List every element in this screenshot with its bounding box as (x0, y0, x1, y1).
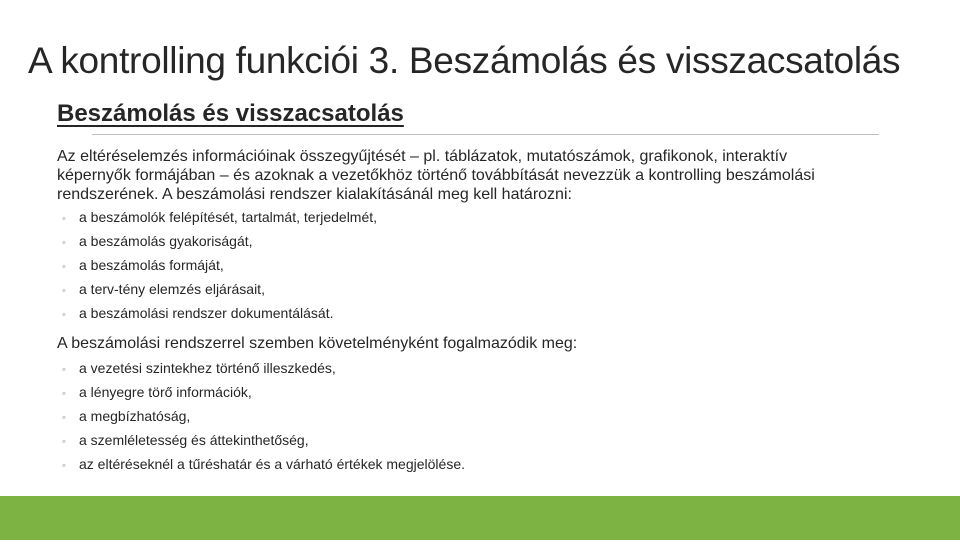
bullet-icon: ◦ (62, 460, 66, 472)
slide-title: A kontrolling funkciói 3. Beszámolás és visszacsatolás (28, 40, 901, 81)
requirements-list-2 (62, 356, 465, 476)
bullet-icon: ◦ (62, 436, 66, 448)
bullet-icon: ◦ (62, 309, 66, 321)
list-item: ◦ a beszámolók felépítését, tartalmát, terjedelmét, (62, 205, 377, 229)
list-item: ◦ a beszámolás formáját, (62, 253, 377, 277)
bullet-icon: ◦ (62, 388, 66, 400)
intro-paragraph: Az eltéréselemzés információinak összegyűjtését – pl. táblázatok, mutatószámok, grafikonok, interaktív képernyők formájában – és azoknak a vezetőkhöz történő továbbítását nevezzük a kontrolling beszámolási rendszerének. A beszámolási rendszer kialakításánál meg kell határozni: (57, 148, 815, 203)
bullet-icon: ◦ (62, 261, 66, 273)
bullet-icon: ◦ (62, 237, 66, 249)
list-item: ◦ a beszámolási rendszer dokumentálását. (62, 301, 377, 325)
bullet-icon: ◦ (62, 364, 66, 376)
list-item: ◦ a vezetési szintekhez történő illeszkedés, (62, 356, 465, 380)
list-item: ◦ a beszámolás gyakoriságát, (62, 229, 377, 253)
section-heading: Beszámolás és visszacsatolás (57, 100, 404, 127)
bullet-icon: ◦ (62, 285, 66, 297)
list-item: ◦ a szemléletesség és áttekinthetőség, (62, 428, 465, 452)
bullet-icon: ◦ (62, 213, 66, 225)
requirements-list-1 (62, 205, 377, 325)
requirements-paragraph: A beszámolási rendszerrel szemben követelményként fogalmazódik meg: (57, 335, 578, 352)
list-item: ◦ a terv-tény elemzés eljárásait, (62, 277, 377, 301)
list-item: ◦ a lényegre törő információk, (62, 380, 465, 404)
divider-line (92, 134, 879, 135)
bullet-icon: ◦ (62, 412, 66, 424)
accent-footer-bar (0, 496, 960, 540)
list-item: ◦ az eltéréseknél a tűréshatár és a várható értékek megjelölése. (62, 452, 465, 476)
list-item: ◦ a megbízhatóság, (62, 404, 465, 428)
